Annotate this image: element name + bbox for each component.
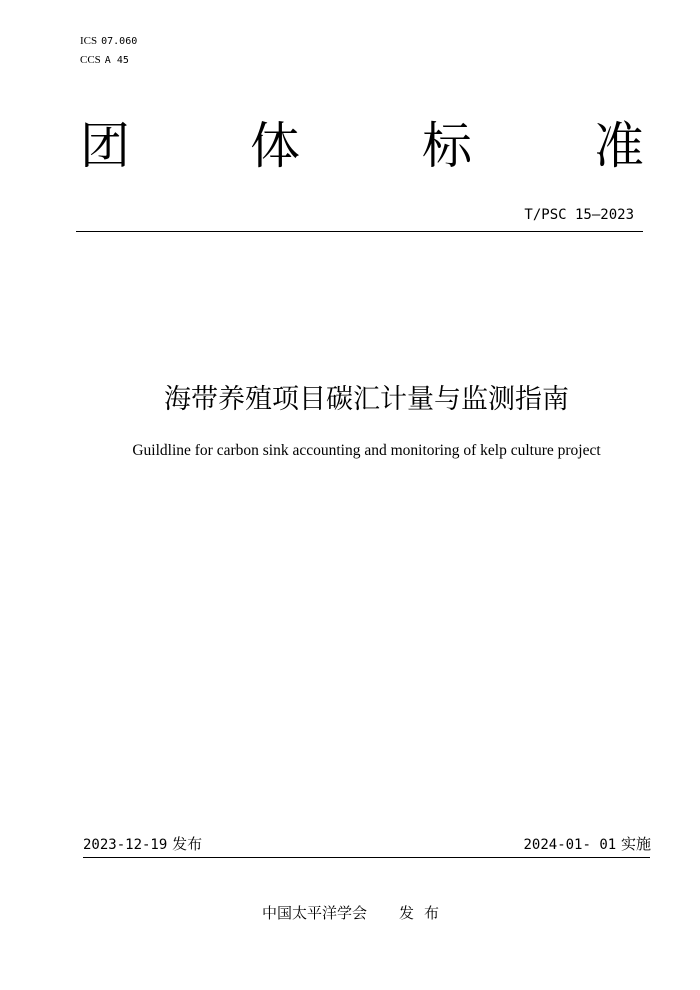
ccs-value: A 45 (104, 55, 129, 66)
header-char-4: 准 (594, 117, 644, 175)
header-char-2: 体 (250, 117, 300, 175)
implementation-date-label: 实施 (620, 835, 651, 853)
issue-date-label: 发布 (172, 835, 203, 853)
publisher-name: 中国太平洋学会 (262, 904, 368, 922)
implementation-date (523, 834, 651, 855)
issue-date-value: 2023-12-19 (83, 837, 168, 853)
ccs-label: CCS (80, 54, 101, 66)
issue-date (83, 834, 202, 855)
document-title-english: Guildline for carbon sink accounting and monitoring of kelp culture project (132, 442, 601, 459)
footer-divider (83, 857, 650, 858)
ics-code (80, 34, 137, 49)
publisher-line (262, 903, 449, 923)
document-title-chinese: 海带养殖项目碳汇计量与监测指南 (164, 384, 569, 415)
header-char-3: 标 (422, 117, 472, 175)
standard-number: T/PSC 15—2023 (524, 207, 634, 223)
ccs-code (80, 53, 129, 68)
publish-label: 发布 (399, 904, 450, 922)
header-char-1: 团 (80, 117, 130, 175)
ics-label: ICS (80, 35, 98, 47)
header-divider (76, 231, 643, 232)
implementation-date-value: 2024-01- 01 (523, 837, 617, 853)
ics-value: 07.060 (101, 36, 138, 47)
